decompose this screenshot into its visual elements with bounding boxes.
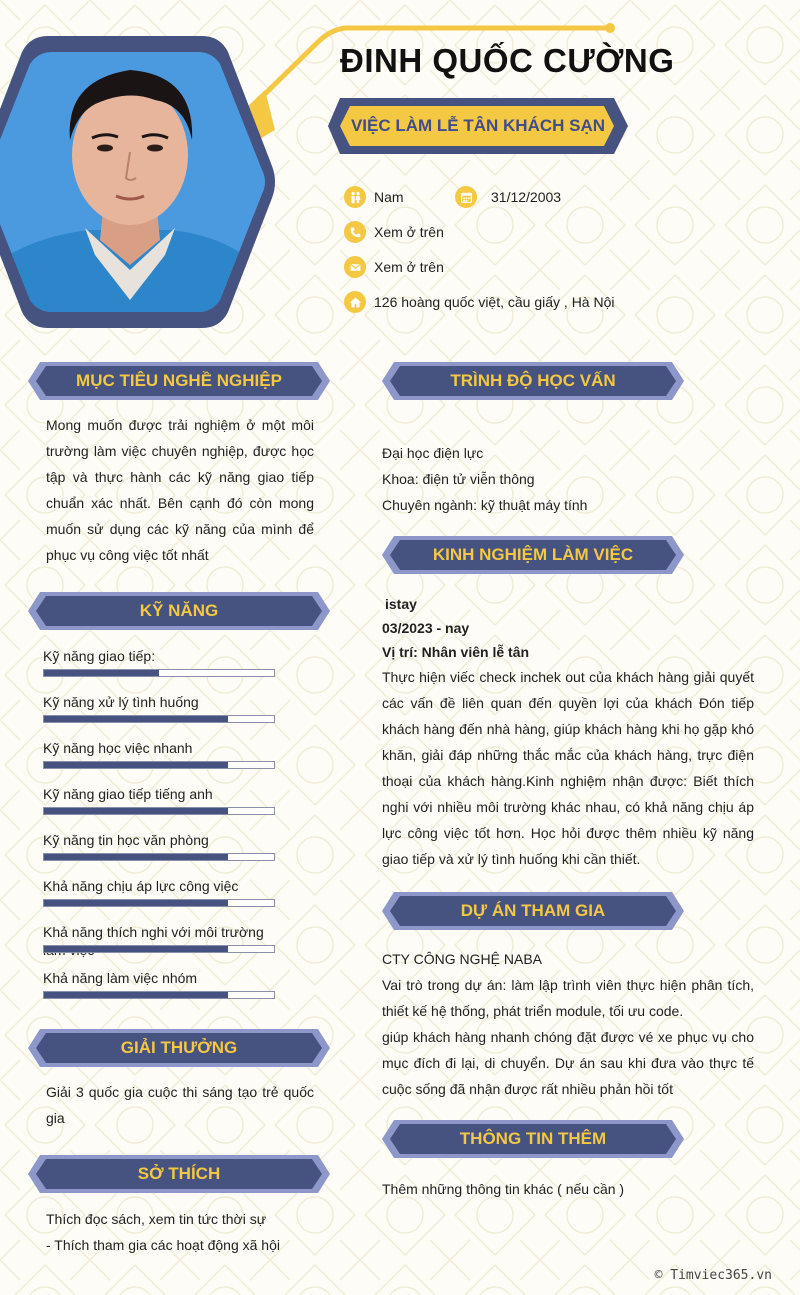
calendar-icon	[455, 186, 477, 208]
additional-text: Thêm những thông tin khác ( nếu cần )	[382, 1181, 625, 1197]
skill-item	[43, 969, 275, 999]
skill-level-fill	[44, 716, 228, 722]
section-heading-objective: MỤC TIÊU NGHỀ NGHIỆP	[26, 360, 332, 402]
section-heading-experience: KINH NGHIỆM LÀM VIỆC	[380, 534, 686, 576]
skill-level-bar	[43, 669, 275, 677]
experience-description: Thực hiện viếc check inchek out của khách hàng giải quyết các vấn đề liên quan đến quyền lợi của khách Đón tiếp khách hàng đến nhà hàng, giúp khách hàng khi họ gặp khó khăn, giải đáp những thắc mắc của khách hàng, trực điện thoại của khách hàng.Kinh nghiệm nhận được: Biết thích nghi với nhiều môi trường khác nhau, có khả năng chịu áp lực công việc tốt hơn. Học hỏi được thêm nhiều kỹ năng giao tiếp và xử lý tình huống khi cần thiết.	[382, 669, 754, 867]
skill-level-bar	[43, 807, 275, 815]
section-heading-additional: THÔNG TIN THÊM	[380, 1118, 686, 1160]
skill-level-bar	[43, 899, 275, 907]
address-value: 126 hoàng quốc việt, cầu giấy , Hà Nội	[374, 294, 615, 310]
hobby-line: - Thích tham gia các hoạt động xã hội	[46, 1237, 280, 1253]
email-row	[344, 255, 444, 279]
skill-level-fill	[44, 808, 228, 814]
address-row	[344, 290, 615, 314]
skill-level-bar	[43, 991, 275, 999]
skill-level-bar	[43, 945, 275, 953]
section-heading-hobbies: SỞ THÍCH	[26, 1153, 332, 1195]
experience-company: istay	[385, 596, 417, 612]
objective-text: Mong muốn được trải nghiệm ở một môi trường làm việc chuyên nghiệp, được học tập và thực hành các kỹ năng giao tiếp chuẩn xác nhất. Bên cạnh đó còn mong muốn sử dụng các kỹ năng của mình để phục vụ công việc tốt nhất	[46, 417, 314, 563]
skill-level-bar	[43, 715, 275, 723]
profile-photo	[0, 30, 280, 330]
awards-text: Giải 3 quốc gia cuộc thi sáng tạo trẻ quốc gia	[46, 1084, 314, 1126]
gender-row	[344, 185, 404, 209]
skill-level-fill	[44, 992, 228, 998]
skill-label: Kỹ năng giao tiếp:	[43, 648, 156, 664]
email-value: Xem ở trên	[374, 259, 444, 275]
education-major: Chuyên ngành: kỹ thuật máy tính	[382, 497, 588, 513]
skill-item	[43, 647, 275, 677]
job-title: VIỆC LÀM LỄ TÂN KHÁCH SẠN	[350, 116, 606, 135]
dob-row	[455, 185, 561, 209]
skill-label: Kỹ năng tin học văn phòng	[43, 832, 209, 848]
project-role: Vai trò trong dự án: làm lập trình viên thực hiện phân tích, thiết kế hệ thống, phát triển module, tối ưu code.	[382, 977, 754, 1019]
envelope-icon	[344, 256, 366, 278]
skill-level-fill	[44, 854, 228, 860]
skill-level-bar	[43, 761, 275, 769]
education-block	[382, 440, 754, 518]
skill-label: Kỹ năng xử lý tình huống	[43, 694, 199, 710]
skill-label: Khả năng thích nghi với môi trường	[43, 924, 264, 940]
hobbies-block	[46, 1206, 314, 1258]
skill-level-fill	[44, 670, 159, 676]
gender-icon	[344, 186, 366, 208]
skill-item	[43, 831, 275, 861]
skill-level-fill	[44, 762, 228, 768]
skill-item	[43, 877, 275, 907]
footer-copyright: © Timviec365.vn	[654, 1268, 772, 1283]
skill-level-bar	[43, 853, 275, 861]
skill-item	[43, 923, 275, 953]
project-company: CTY CÔNG NGHỆ NABA	[382, 951, 542, 967]
section-heading-education: TRÌNH ĐỘ HỌC VẤN	[380, 360, 686, 402]
experience-period: 03/2023 - nay	[382, 620, 470, 636]
hobby-line: Thích đọc sách, xem tin tức thời sự	[46, 1211, 267, 1227]
skill-label: Kỹ năng học việc nhanh	[43, 740, 193, 756]
gender-value: Nam	[374, 189, 404, 205]
skill-level-fill	[44, 946, 228, 952]
home-icon	[344, 291, 366, 313]
projects-block	[382, 946, 754, 1102]
experience-position: Vị trí: Nhân viên lễ tân	[382, 644, 530, 660]
education-school: Đại học điện lực	[382, 445, 484, 461]
skill-item	[43, 785, 275, 815]
education-faculty: Khoa: điện tử viễn thông	[382, 471, 535, 487]
phone-value: Xem ở trên	[374, 224, 444, 240]
phone-row	[344, 220, 444, 244]
dob-value: 31/12/2003	[491, 189, 562, 205]
candidate-name: ĐINH QUỐC CƯỜNG	[340, 42, 675, 79]
skill-item	[43, 739, 275, 769]
experience-block	[382, 592, 754, 872]
skill-label: Khả năng chịu áp lực công việc	[43, 878, 239, 894]
section-heading-projects: DỰ ÁN THAM GIA	[380, 890, 686, 932]
section-heading-skills: KỸ NĂNG	[26, 590, 332, 632]
section-heading-awards: GIẢI THƯỞNG	[26, 1027, 332, 1069]
skill-level-fill	[44, 900, 228, 906]
skill-label: Kỹ năng giao tiếp tiếng anh	[43, 786, 213, 802]
project-description: giúp khách hàng nhanh chóng đặt được vé xe phục vụ cho mục đích đi lại, di chuyển. Dự án sau khi đưa vào thực tế cuộc sống đã nhận được rất nhiều phản hồi tốt	[382, 1029, 754, 1097]
skill-label: Khả năng làm việc nhóm	[43, 970, 198, 986]
skill-item	[43, 693, 275, 723]
phone-icon	[344, 221, 366, 243]
